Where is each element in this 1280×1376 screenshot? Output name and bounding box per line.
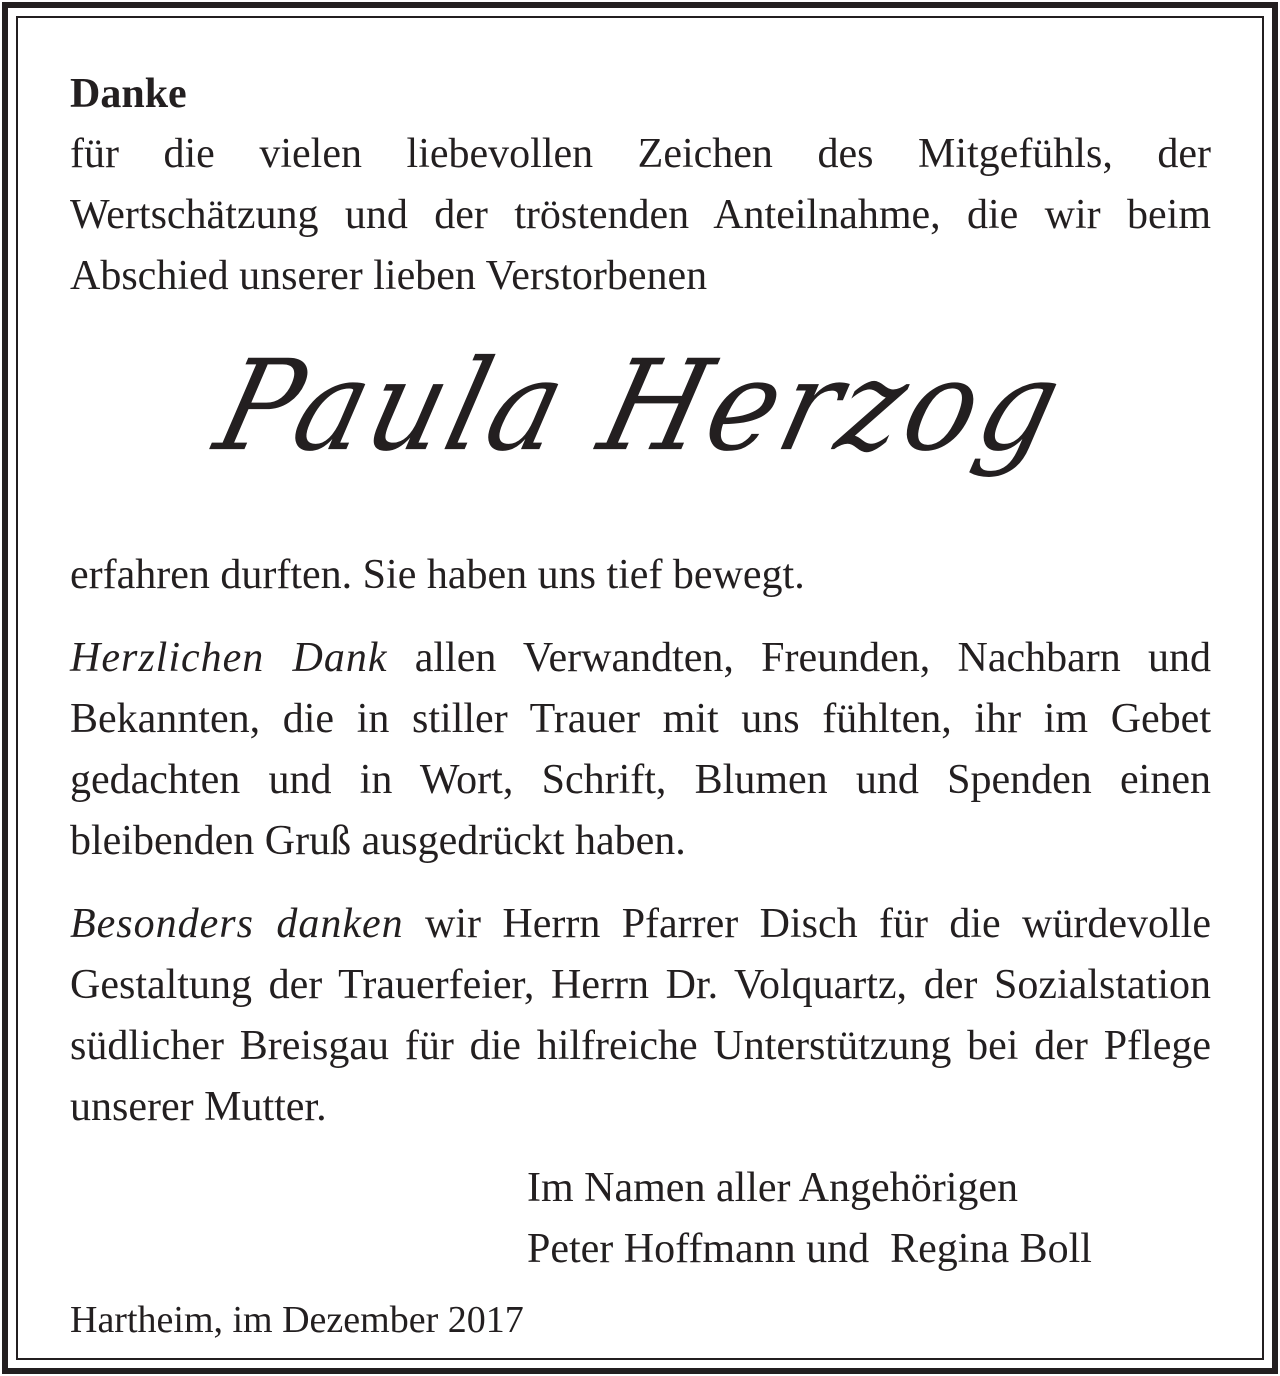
heading: Danke (70, 71, 187, 117)
signature-line-1: Im Namen aller Angehörigen (527, 1165, 1018, 1211)
intro-paragraph: für die vielen liebevollen Zeichen des Mitgefühls, der Wertschätzung und der tröstenden Anteilnahme, die wir beim Abschied unserer lieben Verstorbenen (70, 131, 1211, 299)
thanks-paragraph-2 (70, 894, 1211, 1138)
thanks-1-lead: Herzlichen Dank (70, 635, 388, 681)
signature-line-2: Peter Hoffmann und Regina Boll (527, 1226, 1092, 1272)
place-date: Hartheim, im Dezember 2017 (70, 1299, 524, 1341)
name-block (70, 307, 1211, 545)
notice-content (70, 64, 1211, 1348)
thanks-2-text: wir Herrn Pfarrer Disch für die würdevolle Gestaltung der Trauerfeier, Herrn Dr. Volquartz, der Sozialstation südlicher Breisgau für die hilfreiche Unterstützung bei der Pflege unserer Mutter. (70, 901, 1211, 1130)
thanks-paragraph-1 (70, 628, 1211, 872)
deceased-name: Paula Herzog (203, 333, 1078, 480)
after-name-paragraph: erfahren durften. Sie haben uns tief bewegt. (70, 552, 805, 598)
thanks-1-text: allen Verwandten, Freunden, Nachbarn und Bekannten, die in stiller Trauer mit uns fühlten, ihr im Gebet gedachten und in Wort, Schrift, Blumen und Spenden einen bleibenden Gruß ausgedrückt haben. (70, 635, 1211, 864)
signature-block (527, 1158, 1211, 1280)
thanks-2-lead: Besonders danken (70, 901, 404, 947)
